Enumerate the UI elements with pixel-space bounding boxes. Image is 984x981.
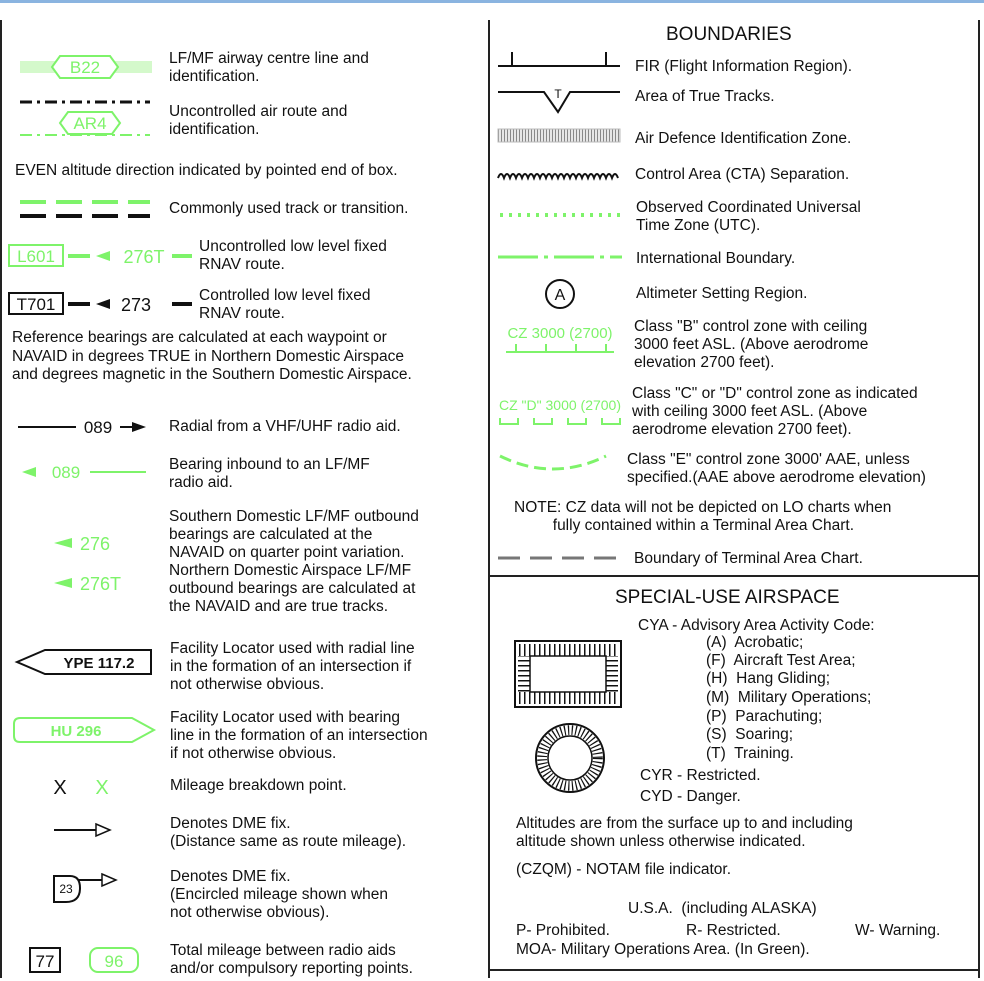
activity-code-m: (M) Military Operations; <box>706 689 872 706</box>
terminal-area-description: Boundary of Terminal Area Chart. <box>634 550 863 567</box>
cta-separation-symbol <box>498 168 623 182</box>
class-cd-zone-symbol <box>494 392 628 428</box>
mileage-mark-green: X <box>95 777 109 799</box>
b22-airway-symbol <box>20 55 152 81</box>
hu-facility-locator-symbol <box>12 716 157 744</box>
radial-symbol <box>18 416 148 438</box>
ar4-label: AR4 <box>73 114 107 133</box>
usa-heading: U.S.A. (including ALASKA) <box>628 900 817 917</box>
hu-label: HU 296 <box>50 723 102 740</box>
special-use-title: SPECIAL-USE AIRSPACE <box>615 587 840 608</box>
advisory-area-rect-symbol <box>514 640 624 710</box>
terminal-area-boundary-symbol <box>498 553 623 563</box>
cyr-restricted: CYR - Restricted. <box>640 767 761 784</box>
international-boundary-symbol <box>498 252 623 262</box>
l601-description: Uncontrolled low level fixed RNAV route. <box>199 238 387 273</box>
track-transition-symbol <box>20 198 150 222</box>
hu-description: Facility Locator used with bearing line in the formation of an intersection if not otherwise obvious. <box>170 709 428 762</box>
mileage-description: Mileage breakdown point. <box>170 777 347 794</box>
international-boundary-description: International Boundary. <box>636 250 796 267</box>
activity-code-f: (F) Aircraft Test Area; <box>706 652 856 669</box>
outbound-bearing-symbol-1 <box>50 532 140 554</box>
ype-label: YPE 117.2 <box>63 655 135 672</box>
l601-bearing: 276T <box>123 247 165 267</box>
utc-zone-symbol <box>498 210 623 220</box>
b22-description: LF/MF airway centre line and identification. <box>169 50 369 85</box>
mileage-breakdown-symbol <box>50 774 120 798</box>
boundaries-title: BOUNDARIES <box>666 24 792 45</box>
class-b-zone-symbol <box>500 320 620 362</box>
mileage-mark-black: X <box>53 777 67 799</box>
outbound-bearing-symbol-2 <box>50 572 140 594</box>
ar4-description: Uncontrolled air route and identification. <box>169 103 348 138</box>
class-cd-description: Class "C" or "D" control zone as indicated with ceiling 3000 feet ASL. (Above aerodrome elevation 2700 feet). <box>632 385 918 438</box>
class-cd-label: CZ "D" 3000 (2700) <box>499 397 621 413</box>
t701-description: Controlled low level fixed RNAV route. <box>199 287 371 322</box>
altimeter-description: Altimeter Setting Region. <box>636 285 808 302</box>
cta-description: Control Area (CTA) Separation. <box>635 166 850 183</box>
t701-route-symbol <box>8 291 193 317</box>
l601-label: L601 <box>17 247 55 266</box>
radial-label: 089 <box>83 418 113 437</box>
true-tracks-description: Area of True Tracks. <box>635 88 775 105</box>
t701-label: T701 <box>16 295 56 314</box>
t701-bearing: 273 <box>120 295 152 315</box>
even-altitude-note: EVEN altitude direction indicated by pointed end of box. <box>15 162 398 179</box>
class-e-description: Class "E" control zone 3000' AAE, unless specified.(AAE above aerodrome elevation) <box>627 451 926 486</box>
column-divider <box>488 20 490 978</box>
advisory-area-circle-symbol <box>534 722 606 794</box>
fir-symbol <box>498 48 623 70</box>
usa-prohibited: P- Prohibited. <box>516 922 610 939</box>
dme-encircled-label: 23 <box>59 882 73 896</box>
ype-description: Facility Locator used with radial line in the formation of an intersection if not otherwise obvious. <box>170 640 415 693</box>
usa-warning: W- Warning. <box>855 922 941 939</box>
cya-title: CYA - Advisory Area Activity Code: <box>638 617 875 634</box>
radial-description: Radial from a VHF/UHF radio aid. <box>169 418 401 435</box>
activity-code-t: (T) Training. <box>706 745 794 762</box>
b22-label: B22 <box>69 58 101 77</box>
fir-description: FIR (Flight Information Region). <box>635 58 853 75</box>
dme1-description: Denotes DME fix. (Distance same as route mileage). <box>170 815 407 850</box>
true-tracks-symbol <box>498 84 623 116</box>
total-mileage-description: Total mileage between radio aids and/or compulsory reporting points. <box>170 942 413 977</box>
total-mileage-symbol <box>28 946 143 974</box>
cz-note: NOTE: CZ data will not be depicted on LO charts when fully contained within a Terminal Area Chart. <box>514 499 892 534</box>
class-e-zone-symbol <box>498 452 610 474</box>
section-divider <box>488 575 980 577</box>
outbound-bearing-label-2: 276T <box>80 574 122 594</box>
total-mileage-black: 77 <box>35 952 55 971</box>
true-tracks-label: T <box>554 87 562 101</box>
track-description: Commonly used track or transition. <box>169 200 409 217</box>
usa-moa: MOA- Military Operations Area. (In Green). <box>516 941 810 958</box>
activity-code-p: (P) Parachuting; <box>706 708 823 725</box>
usa-restricted: R- Restricted. <box>686 922 781 939</box>
activity-code-h: (H) Hang Gliding; <box>706 670 831 687</box>
class-b-description: Class "B" control zone with ceiling 3000 feet ASL. (Above aerodrome elevation 2700 feet). <box>634 318 869 371</box>
ar4-route-symbol <box>20 96 150 141</box>
l601-route-symbol <box>8 243 193 269</box>
dme2-description: Denotes DME fix. (Encircled mileage shown when not otherwise obvious). <box>170 868 388 921</box>
left-border <box>0 20 2 978</box>
czqm-note: (CZQM) - NOTAM file indicator. <box>516 861 732 878</box>
adiz-symbol <box>498 128 623 144</box>
inbound-bearing-symbol <box>18 461 148 483</box>
dme-encircled-symbol <box>48 868 118 908</box>
altimeter-region-symbol <box>544 278 576 310</box>
altimeter-label: A <box>554 287 566 304</box>
bottom-border <box>488 969 980 971</box>
class-b-label: CZ 3000 (2700) <box>507 325 613 342</box>
outbound-bearing-label-1: 276 <box>80 534 111 554</box>
top-border <box>0 0 984 3</box>
inbound-bearing-description: Bearing inbound to an LF/MF radio aid. <box>169 456 370 491</box>
reference-bearings-note: Reference bearings are calculated at each waypoint or NAVAID in degrees TRUE in Northern Domestic Airspace and degrees magnetic in the Southern Domestic Airspace. <box>12 329 412 383</box>
dme-fix-arrow-symbol <box>52 820 112 840</box>
right-border <box>978 20 980 978</box>
activity-code-a: (A) Acrobatic; <box>706 634 804 651</box>
activity-code-s: (S) Soaring; <box>706 726 794 743</box>
total-mileage-green: 96 <box>104 952 124 971</box>
adiz-description: Air Defence Identification Zone. <box>635 130 852 147</box>
outbound-bearing-description: Southern Domestic LF/MF outbound bearings are calculated at the NAVAID on quarter point variation. Northern Domestic Airspace LF/MF outbound bearings are calculated at the NAVAID and are true tracks. <box>169 508 419 615</box>
inbound-bearing-label: 089 <box>51 463 81 482</box>
utc-description: Observed Coordinated Universal Time Zone (UTC). <box>636 199 861 234</box>
cyd-danger: CYD - Danger. <box>640 788 741 805</box>
altitudes-note: Altitudes are from the surface up to and including altitude shown unless otherwise indicated. <box>516 815 853 850</box>
ype-facility-locator-symbol <box>15 648 155 676</box>
